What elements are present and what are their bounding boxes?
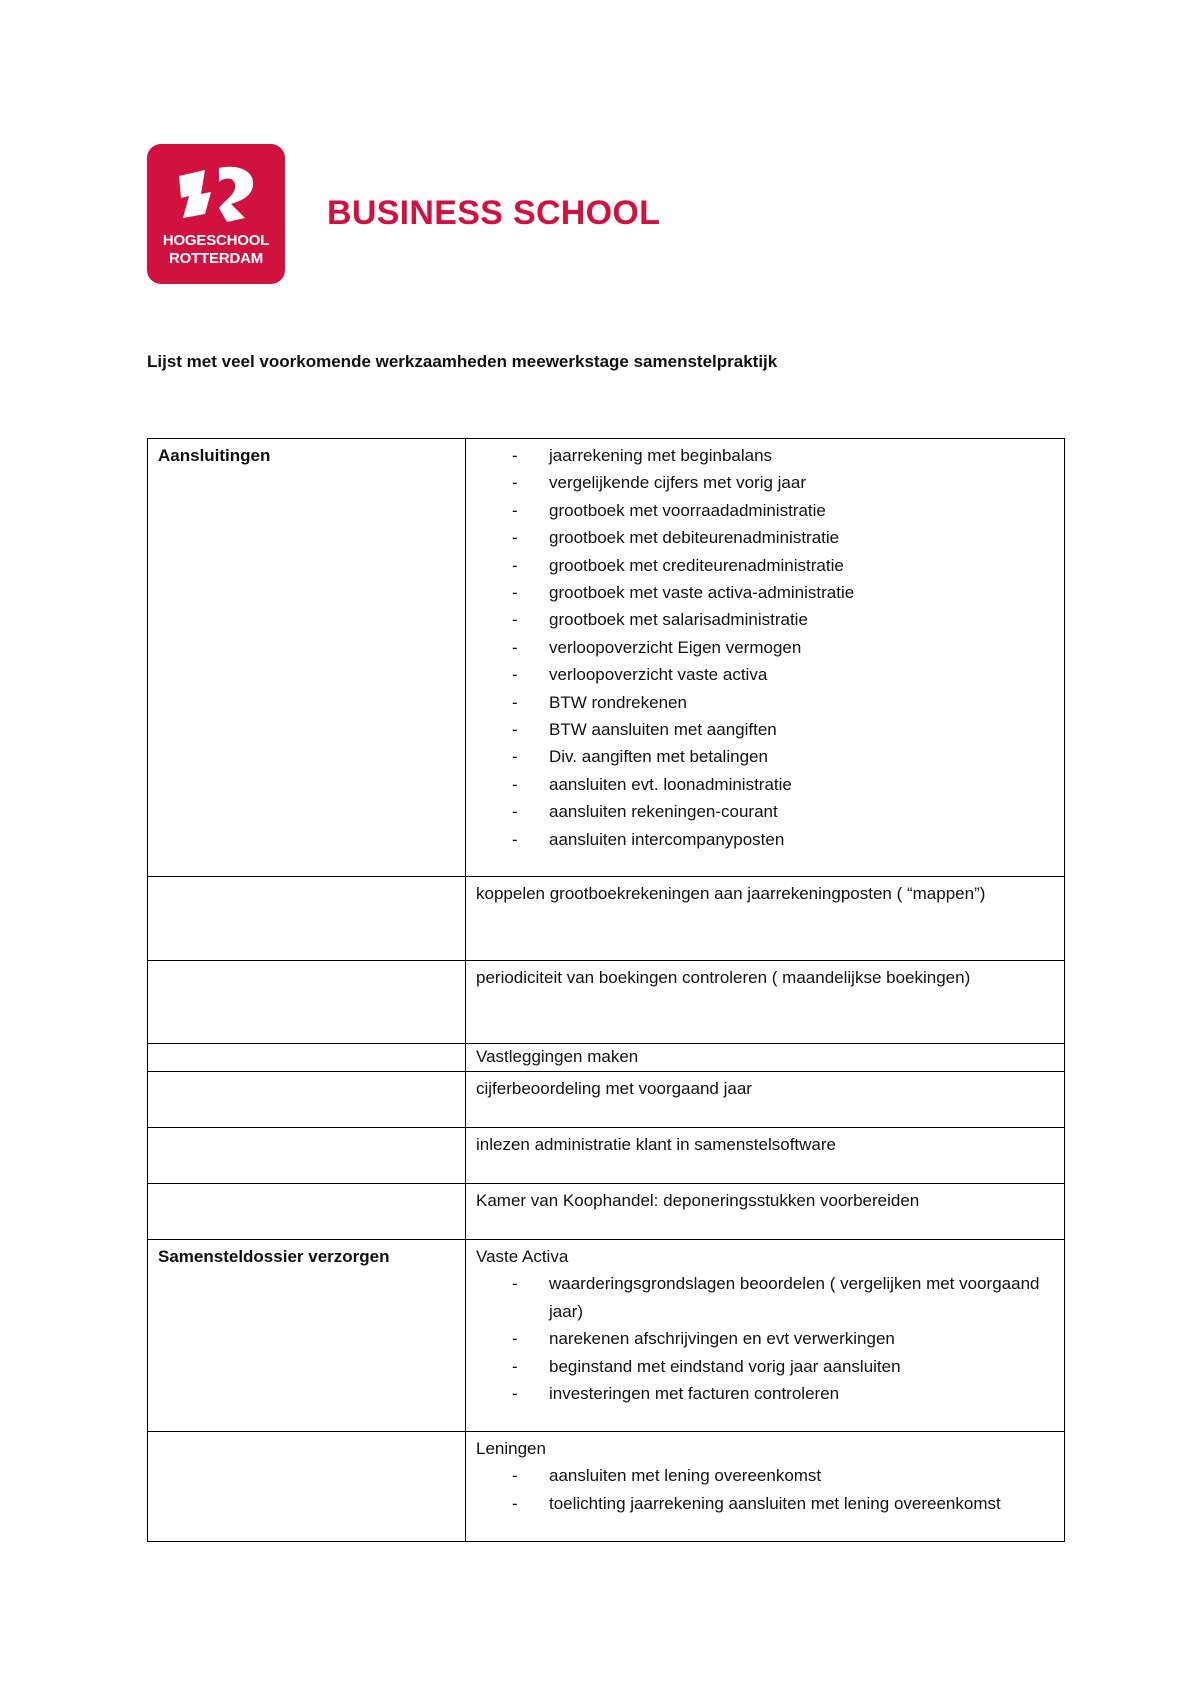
row-label	[148, 961, 466, 1044]
list-item-text: grootboek met salarisadministratie	[549, 610, 808, 630]
table-row	[148, 961, 1065, 1044]
hogeschool-logo-mark-icon	[175, 164, 259, 226]
list-item-text: waarderingsgrondslagen beoordelen ( vergelijken met voorgaand jaar)	[549, 1274, 1040, 1321]
list-item-text: grootboek met crediteurenadministratie	[549, 555, 844, 575]
bullet-dash: -	[512, 1493, 518, 1513]
row-label	[148, 877, 466, 961]
list-item	[476, 497, 1054, 524]
list-item-text: grootboek met debiteurenadministratie	[549, 528, 840, 548]
list-item	[476, 1353, 1054, 1380]
row-content	[466, 439, 1065, 877]
hogeschool-rotterdam-logo	[147, 144, 285, 284]
list-item	[476, 634, 1054, 661]
section-heading: Vaste Activa	[476, 1247, 569, 1266]
list-item	[476, 743, 1054, 770]
list-item	[476, 826, 1054, 853]
bullet-dash: -	[512, 610, 518, 630]
task-list	[476, 1270, 1054, 1407]
bullet-dash: -	[512, 473, 518, 493]
bullet-dash: -	[512, 829, 518, 849]
list-item	[476, 771, 1054, 798]
bullet-dash: -	[512, 720, 518, 740]
bullet-dash: -	[512, 583, 518, 603]
list-item	[476, 606, 1054, 633]
bullet-dash: -	[512, 637, 518, 657]
list-item	[476, 1490, 1054, 1517]
bullet-dash: -	[512, 1329, 518, 1349]
bullet-dash: -	[512, 774, 518, 794]
list-item	[476, 1462, 1054, 1489]
bullet-dash: -	[512, 500, 518, 520]
table-row	[148, 1044, 1065, 1072]
list-item	[476, 689, 1054, 716]
bullet-dash: -	[512, 555, 518, 575]
list-item-text: beginstand met eindstand vorig jaar aansluiten	[549, 1356, 901, 1376]
row-label: Aansluitingen	[148, 439, 466, 877]
list-item	[476, 442, 1054, 469]
list-item-text: verloopoverzicht vaste activa	[549, 665, 768, 685]
list-item-text: jaarrekening met beginbalans	[549, 446, 773, 465]
row-label	[148, 1128, 466, 1184]
row-content: Kamer van Koophandel: deponeringsstukken voorbereiden	[466, 1184, 1065, 1240]
row-content: inlezen administratie klant in samenstelsoftware	[466, 1128, 1065, 1184]
list-item-text: verloopoverzicht Eigen vermogen	[549, 637, 802, 657]
list-item	[476, 524, 1054, 551]
table-row	[148, 1432, 1065, 1542]
list-item-text: aansluiten intercompanyposten	[549, 829, 785, 849]
list-item	[476, 798, 1054, 825]
list-item-text: BTW aansluiten met aangiften	[549, 720, 777, 740]
list-item	[476, 552, 1054, 579]
table-row	[148, 1072, 1065, 1128]
table-row	[148, 439, 1065, 877]
row-content	[466, 1240, 1065, 1432]
section-heading: Leningen	[476, 1439, 546, 1458]
document-title: Lijst met veel voorkomende werkzaamheden meewerkstage samenstelpraktijk	[147, 352, 778, 371]
row-label	[148, 1432, 466, 1542]
list-item	[476, 469, 1054, 496]
bullet-dash: -	[512, 1466, 518, 1486]
list-item-text: narekenen afschrijvingen en evt verwerkingen	[549, 1329, 895, 1349]
logo-text-line1: HOGESCHOOL	[162, 232, 270, 249]
list-item	[476, 661, 1054, 688]
list-item	[476, 1270, 1054, 1325]
table-row	[148, 1128, 1065, 1184]
row-label	[148, 1184, 466, 1240]
row-content: koppelen grootboekrekeningen aan jaarrekeningposten ( “mappen”)	[466, 877, 1065, 961]
row-content	[466, 1432, 1065, 1542]
bullet-dash: -	[512, 802, 518, 822]
logo-text-line2: ROTTERDAM	[168, 250, 264, 267]
list-item-text: grootboek met vaste activa-administratie	[549, 583, 855, 603]
list-item-text: investeringen met facturen controleren	[549, 1384, 840, 1404]
list-item-text: Div. aangiften met betalingen	[549, 747, 768, 767]
row-label: Samensteldossier verzorgen	[148, 1240, 466, 1432]
list-item-text: grootboek met voorraadadministratie	[549, 500, 826, 520]
list-item	[476, 579, 1054, 606]
table-row	[148, 1184, 1065, 1240]
bullet-dash: -	[512, 528, 518, 548]
brand-title: BUSINESS SCHOOL	[327, 194, 661, 232]
row-label	[148, 1072, 466, 1128]
bullet-dash: -	[512, 747, 518, 767]
task-list	[476, 442, 1054, 853]
row-content: Vastleggingen maken	[466, 1044, 1065, 1072]
list-item	[476, 1380, 1054, 1407]
list-item-text: BTW rondrekenen	[549, 692, 687, 712]
tasks-table	[147, 438, 1065, 1542]
list-item-text: aansluiten met lening overeenkomst	[549, 1466, 822, 1486]
bullet-dash: -	[512, 665, 518, 685]
table-row	[148, 877, 1065, 961]
bullet-dash: -	[512, 1356, 518, 1376]
list-item-text: aansluiten evt. loonadministratie	[549, 774, 792, 794]
bullet-dash: -	[512, 1274, 518, 1294]
task-list	[476, 1462, 1054, 1517]
row-content: periodiciteit van boekingen controleren ( maandelijkse boekingen)	[466, 961, 1065, 1044]
list-item	[476, 1325, 1054, 1352]
table-row	[148, 1240, 1065, 1432]
bullet-dash: -	[512, 1384, 518, 1404]
bullet-dash: -	[512, 692, 518, 712]
row-content: cijferbeoordeling met voorgaand jaar	[466, 1072, 1065, 1128]
list-item-text: aansluiten rekeningen-courant	[549, 802, 778, 822]
list-item	[476, 716, 1054, 743]
list-item-text: toelichting jaarrekening aansluiten met lening overeenkomst	[549, 1493, 1001, 1513]
row-label	[148, 1044, 466, 1072]
list-item-text: vergelijkende cijfers met vorig jaar	[549, 473, 806, 493]
bullet-dash: -	[512, 446, 518, 465]
